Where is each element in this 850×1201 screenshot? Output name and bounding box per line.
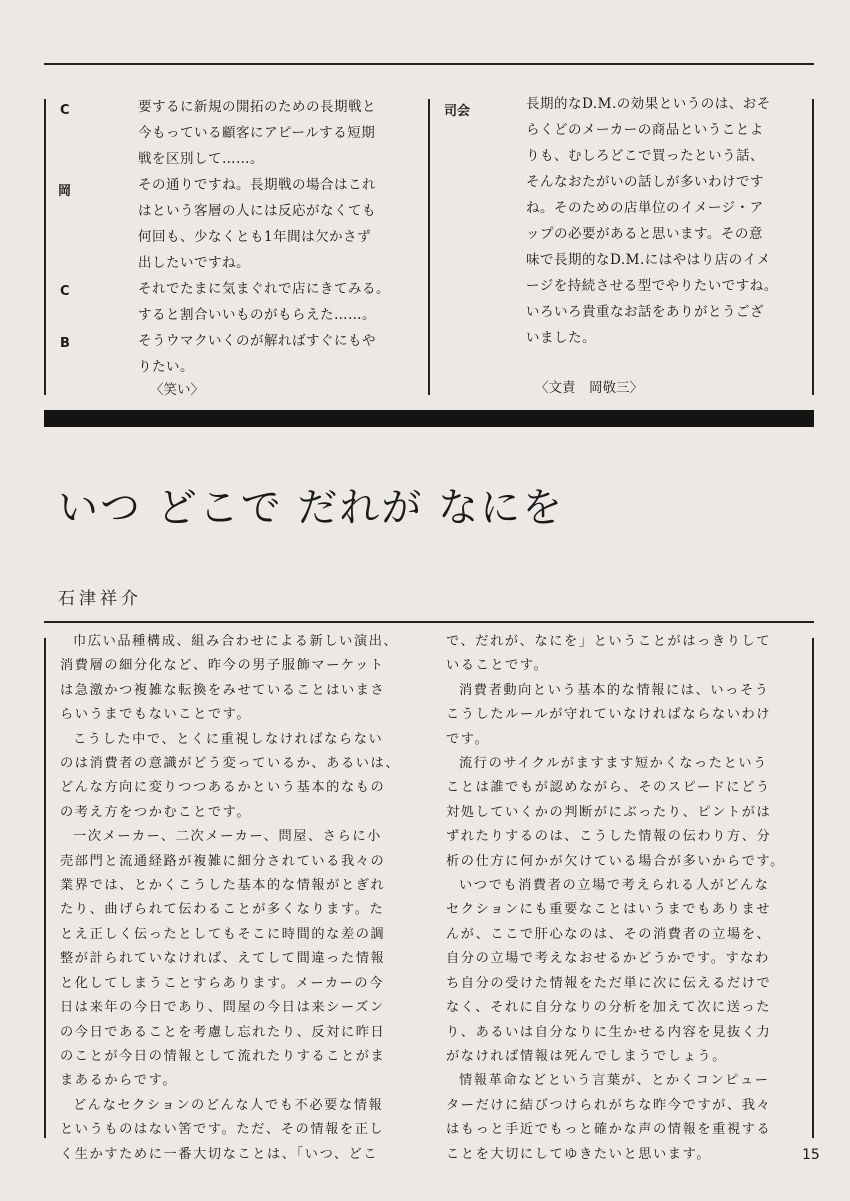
article-line: はもっと手近でもっと確かな声の情報を重視する [446,1122,772,1138]
dialogue-line: 今もっている顧客にアピールする短期 [138,125,376,141]
article-line: がなければ情報は死んでしまうでしょう。 [446,1048,727,1064]
dialogue-line: はという客層の人には反応がなくても [138,203,376,219]
article-line: まあるからです。 [60,1073,178,1089]
article-line: く生かすために一番大切なことは、「いつ、どこ [60,1146,379,1162]
article-line: のことが今日の情報として流れたりすることがま [60,1048,386,1064]
article-line: いつでも消費者の立場で考えられる人がどんな [459,878,770,894]
article-line: なく、それに自分なりの分析を加えて次に送った [446,1000,772,1016]
dialogue-line: それでたまに気まぐれで店にきてみる。 [138,281,390,297]
article-line: ターだけに結びつけられがちな昨今ですが、我々 [446,1097,772,1113]
dialogue-right-text [526,91,778,351]
speaker-c: C [60,103,70,118]
article-line: 一次メーカー、二次メーカー、問屋、さらに小 [73,829,382,845]
article-line: 業界では、とかくこうした基本的な情報がとぎれ [60,878,386,894]
dialogue-line: ージを持続させる型でやりたいですね。 [526,278,778,294]
dialogue-line: 長期的なD.M.の効果というのは、おそ [526,96,771,112]
article-line: こうしたルールが守れていなければならないわけ [446,707,772,723]
article-line: 売部門と流通経路が複雑に細分されている我々の [60,853,386,869]
article-line: らいうまでもないことです。 [60,707,252,723]
article-line: どんな方向に変りつつあるかという基本的なもの [60,780,386,796]
article-line: たり、曲げられて伝わることが多くなります。た [60,902,385,918]
dialogue-line: そんなおたがいの話しが多いわけです [526,174,764,190]
article-line: というものはない筈です。ただ、その情報を正し [60,1122,385,1138]
article-line: ち自分の受けた情報をただ単に次に伝えるだけで [446,975,772,991]
article-line: んが、ここで肝心なのは、その消費者の立場を、 [446,926,772,942]
article-line: と化してしまうことすらあります。メーカーの今 [60,975,385,991]
speaker-moderator: 司会 [444,104,471,119]
dialogue-line: 味で長期的なD.M.にはやはり店のイメ [526,252,771,268]
top-rule [44,63,814,65]
article-line: とえ正しく伝ったとしてもそこに時間的な差の調 [60,926,386,942]
article-author: 石津祥介 [58,589,142,609]
dialogue-left-text [138,94,390,380]
article-line: ことは誰でもが認めながら、そのスピードにどう [446,780,771,796]
speaker-oka: 岡 [58,184,72,199]
dialogue-line: すると割合いいものがもらえた……。 [138,307,376,323]
article-rule-left [44,638,46,1138]
section-divider-band [44,410,814,427]
column-rule-left [44,99,46,395]
article-line: 流行のサイクルがますます短かくなったという [459,756,768,772]
article-line: セクションにも重要なことはいうまでもありませ [446,902,772,918]
article-line: ことを大切にしてゆきたいと思います。 [446,1146,712,1162]
speaker-c: C [60,284,70,299]
article-line: のは消費者の意識がどう変っているか、あるいは、 [60,756,401,772]
column-rule-right [812,99,814,395]
article-column-right [446,630,785,1167]
article-line: です。 [446,731,490,747]
article-title: いつ どこで だれが なにを [58,485,565,531]
dialogue-line: いろいろ貴重なお話をありがとうござ [526,304,764,320]
editor-credit: 〈文責 岡敬三〉 [535,380,643,396]
speaker-b: B [60,336,70,351]
dialogue-line: そうウマクいくのが解ればすぐにもや [138,333,376,349]
dialogue-line: いました。 [526,330,596,346]
article-line: 消費者動向という基本的な情報には、いっそう [459,682,770,698]
dialogue-line: 戦を区別して……。 [138,151,264,167]
article-line: ずれたりするのは、こうした情報の伝わり方、分 [446,829,772,845]
article-column-left [60,630,400,1167]
page-number: 15 [802,1147,820,1163]
article-line: 自分の立場で考えなおせるかどうかです。すなわ [446,951,770,967]
dialogue-line: その通りですね。長期戦の場合はこれ [138,177,376,193]
dialogue-line: 出したいですね。 [138,255,250,271]
laugh-note: 〈笑い〉 [150,382,204,398]
article-line: こうした中で、とくに重視しなければならない [73,731,384,747]
article-top-rule [44,621,814,623]
article-line: り、あるいは自分なりに生かせる内容を見抜く力 [446,1024,772,1040]
article-line: いることです。 [446,658,549,674]
article-line: 巾広い品種構成、組み合わせによる新しい演出、 [73,634,399,649]
article-line: 析の仕方に何かが欠けている場合が多いからです。 [446,853,785,869]
dialogue-line: 要するに新規の開拓のための長期戦と [138,99,376,115]
article-line: で、だれが、なにを」ということがはっきりして [446,634,772,649]
dialogue-line: らくどのメーカーの商品ということよ [526,122,764,138]
article-line: 情報革命などという言葉が、とかくコンピュー [459,1073,770,1089]
article-rule-right [812,638,814,1138]
column-rule-middle [428,99,430,395]
article-line: の考え方をつかむことです。 [60,804,252,820]
article-line: 整が計られていなければ、えてして間違った情報 [60,951,386,967]
dialogue-line: ね。そのための店単位のイメージ・ア [526,200,764,216]
dialogue-line: 何回も、少なくとも1年間は欠かさず [138,229,372,245]
article-line: 日は来年の今日であり、問屋の今日は来シーズン [60,1000,385,1016]
dialogue-line: りも、むしろどこで買ったという話、 [526,148,764,164]
dialogue-line: りたい。 [138,359,194,375]
article-line: 対処していくかの判断がにぶったり、ピントがは [446,804,772,820]
article-line: の今日であることを考慮し忘れたり、反対に昨日 [60,1024,386,1040]
dialogue-line: ップの必要があると思います。その意 [526,226,763,242]
article-line: 消費層の細分化など、昨今の男子服飾マーケット [60,658,385,674]
article-line: どんなセクションのどんな人でも不必要な情報 [73,1097,384,1113]
article-line: は急激かつ複雑な転換をみせていることはいまさ [60,682,386,698]
